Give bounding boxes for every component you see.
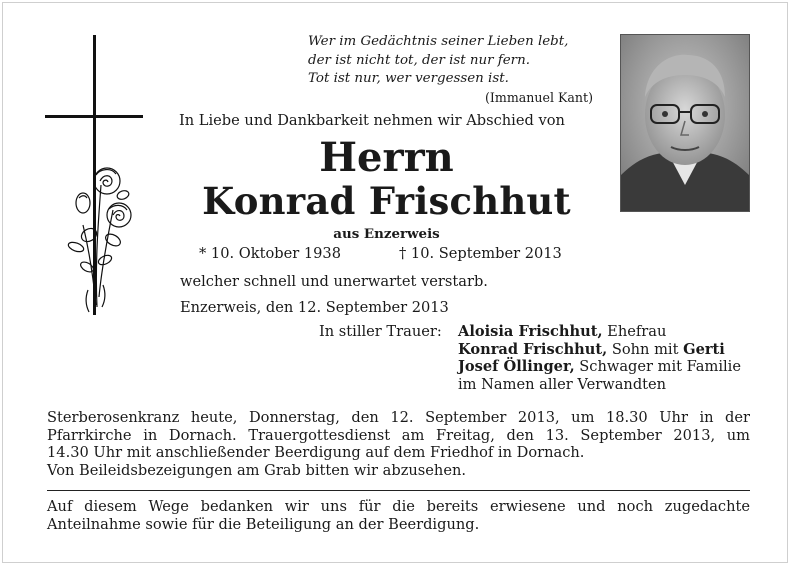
hometown: aus Enzerweis <box>333 226 440 242</box>
kant-quote <box>308 33 593 107</box>
funeral-line: 14.30 Uhr mit anschließender Beerdigung auf dem Friedhof in Dornach. <box>47 444 585 461</box>
obituary-notice <box>2 2 788 563</box>
funeral-line: Pfarrkirche in Dornach. Trauergottesdienst am Freitag, den 13. September 2013, um <box>47 426 750 444</box>
farewell-intro: In Liebe und Dankbarkeit nehmen wir Abschied von <box>179 112 565 129</box>
mourners-list <box>458 323 741 393</box>
thanks-text <box>47 498 750 533</box>
death-date: † 10. September 2013 <box>399 245 562 262</box>
thanks-line: Anteilnahme sowie für die Beteiligung an der Beerdigung. <box>47 515 480 533</box>
mourner-relation: Schwager mit Familie <box>574 358 741 375</box>
quote-line: Wer im Gedächtnis seiner Lieben lebt, <box>308 34 569 49</box>
deceased-name: Konrad Frischhut <box>202 179 571 223</box>
mourner-relation: Ehefrau <box>602 323 667 340</box>
quote-line: Tot ist nur, wer vergessen ist. <box>308 71 509 86</box>
divider <box>47 490 750 491</box>
mourner-name: Josef Öllinger, <box>458 358 575 375</box>
funeral-details <box>47 409 750 462</box>
mourning-label: In stiller Trauer: <box>319 323 442 340</box>
mourner-partner-name: Gerti <box>683 340 725 358</box>
birth-date: * 10. Oktober 1938 <box>199 245 341 262</box>
place-and-date: Enzerweis, den 12. September 2013 <box>180 299 449 316</box>
salutation: Herrn <box>319 134 454 181</box>
death-note: welcher schnell und unerwartet verstarb. <box>180 273 488 290</box>
mourner-name: Konrad Frischhut, <box>458 340 608 358</box>
mourner-row <box>458 376 741 394</box>
mourner-row <box>458 323 741 341</box>
mourner-relation: im Namen aller Verwandten <box>458 375 667 393</box>
quote-line: der ist nicht tot, der ist nur fern. <box>308 52 530 68</box>
quote-author: (Immanuel Kant) <box>485 89 593 105</box>
thanks-line: Auf diesem Wege bedanken wir uns für die bereits erwiesene und noch zugedachte <box>47 498 750 515</box>
mourner-relation: Sohn mit <box>607 340 684 358</box>
mourner-name: Aloisia Frischhut, <box>458 323 603 340</box>
portrait-photo <box>620 34 750 212</box>
cross-with-roses-icon <box>43 35 143 325</box>
mourner-row <box>458 341 741 359</box>
funeral-line: Sterberosenkranz heute, Donnerstag, den 12. September 2013, um 18.30 Uhr in der <box>47 409 750 426</box>
condolence-note: Von Beileidsbezeigungen am Grab bitten wir abzusehen. <box>47 462 466 479</box>
mourner-row <box>458 358 741 376</box>
